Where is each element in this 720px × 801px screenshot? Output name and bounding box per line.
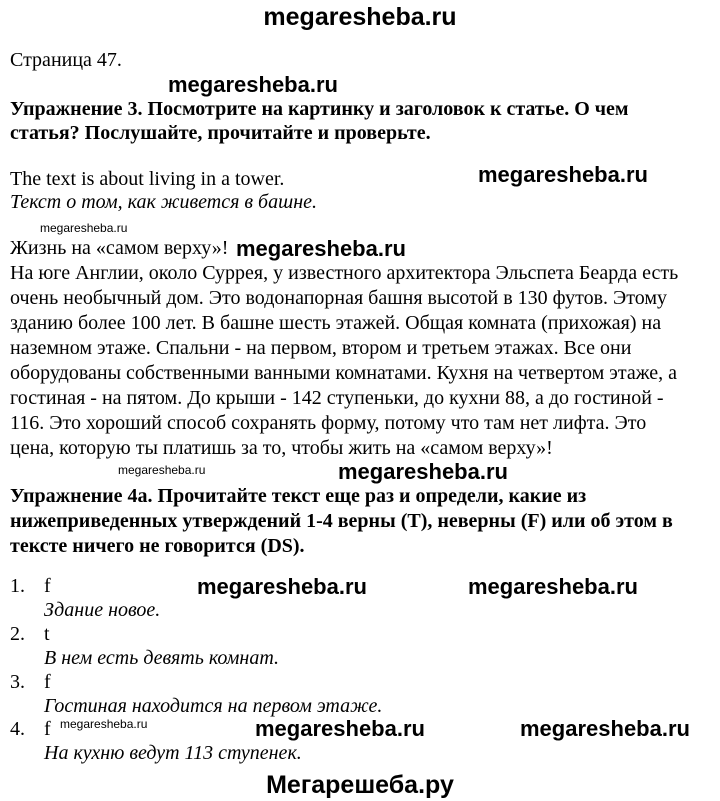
article-line: цена, которую ты платишь за то, чтобы жить на «самом верху»! [10,437,553,459]
watermark: megaresheba.ru [478,162,648,187]
site-header-watermark: megaresheba.ru [263,3,457,31]
watermark: megaresheba.ru [520,716,690,741]
ex3-title: статья? Послушайте, прочитайте и проверьте. [10,122,431,144]
ex3-answer-ru: Текст о том, как живется в башне. [10,191,318,213]
watermark: megaresheba.ru [197,574,367,599]
site-footer-watermark: Мегарешеба.ру [266,771,454,799]
item-statement: Гостиная находится на первом этаже. [44,695,383,717]
article-line: оборудованы собственными ванными комнатами. Кухня на четвертом этаже, а [10,362,678,384]
watermark-small: megaresheba.ru [40,221,128,235]
page-label: Страница 47. [10,49,122,71]
item-number: 1. [10,575,25,597]
item-statement: На кухню ведут 113 ступенек. [44,742,302,764]
watermark-small: megaresheba.ru [118,463,206,477]
article-title: Жизнь на «самом верху»! [10,237,229,259]
item-answer: f [44,575,51,597]
item-number: 2. [10,623,25,645]
article-line: На юге Англии, около Суррея, у известного архитектора Эльспета Беарда есть [10,262,679,284]
article-line: зданию более 100 лет. В башне шесть этажей. Общая комната (прихожая) на [10,312,662,334]
watermark: megaresheba.ru [468,574,638,599]
ex4a-title: Упражнение 4а. Прочитайте текст еще раз и определи, какие из [10,485,587,507]
item-answer: t [44,623,50,645]
ex4a-title: тексте ничего не говорится (DS). [10,535,305,557]
item-number: 4. [10,718,25,740]
watermark: megaresheba.ru [338,459,508,484]
ex4a-title: нижеприведенных утверждений 1-4 верны (T), неверны (F) или об этом в [10,510,673,532]
ex3-answer-en: The text is about living in a tower. [10,168,285,190]
item-answer: f [44,671,51,693]
item-answer: f [44,718,51,740]
ex3-title: Упражнение 3. Посмотрите на картинку и заголовок к статье. О чем [10,98,629,120]
watermark-small: megaresheba.ru [60,717,148,731]
item-statement: Здание новое. [44,599,161,621]
article-line: гостиная - на пятом. До крыши - 142 ступеньки, до кухни 88, а до гостиной - [10,387,664,409]
article-line: наземном этаже. Спальни - на первом, втором и третьем этажах. Все они [10,337,632,359]
article-line: очень необычный дом. Это водонапорная башня высотой в 130 футов. Этому [10,287,667,309]
watermark: megaresheba.ru [168,72,338,97]
item-statement: В нем есть девять комнат. [44,647,280,669]
item-number: 3. [10,671,25,693]
article-line: 116. Это хороший способ сохранять форму, потому что там нет лифта. Это [10,412,647,434]
watermark: megaresheba.ru [255,716,425,741]
watermark: megaresheba.ru [236,236,406,261]
